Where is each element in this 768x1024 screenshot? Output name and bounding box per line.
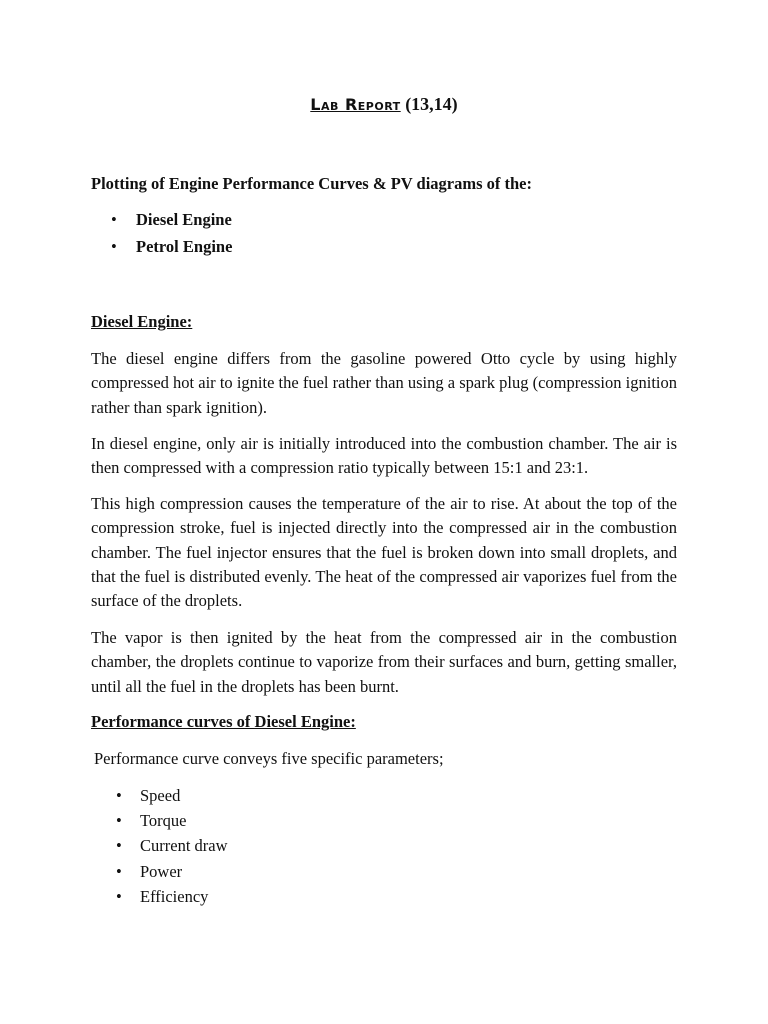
- list-item: • Power: [116, 862, 228, 887]
- page-title: [0, 94, 768, 115]
- section-heading-performance: Performance curves of Diesel Engine:: [91, 712, 356, 731]
- engine-list: [111, 210, 232, 263]
- list-item: • Efficiency: [116, 887, 228, 912]
- parameter-list: [116, 786, 228, 912]
- list-item: • Diesel Engine: [111, 210, 232, 237]
- intro-heading: Plotting of Engine Performance Curves & PV diagrams of the:: [91, 174, 532, 193]
- list-item: • Current draw: [116, 836, 228, 861]
- section-heading-diesel: Diesel Engine:: [91, 312, 193, 331]
- list-item: • Speed: [116, 786, 228, 811]
- paragraph: This high compression causes the temperature of the air to rise. At about the top of the compression stroke, fuel is injected directly into the compressed air in the combustion chamber. The fuel injector ensures that the fuel is broken down into small droplets, and that the fuel is distributed evenly. The heat of the compressed air vaporizes fuel from the surface of the droplets.: [91, 494, 677, 611]
- paragraph: The diesel engine differs from the gasoline powered Otto cycle by using highly compressed hot air to ignite the fuel rather than using a spark plug (compression ignition rather than spark ignition).: [91, 349, 677, 417]
- title-main: Lab Report: [310, 95, 401, 114]
- paragraph: The vapor is then ignited by the heat from the compressed air in the combustion chamber, the droplets continue to vaporize from their surfaces and burn, getting smaller, until all the fuel in the droplets has been burnt.: [91, 628, 677, 696]
- list-item: • Petrol Engine: [111, 237, 232, 264]
- paragraph: In diesel engine, only air is initially introduced into the combustion chamber. The air is then compressed with a compression ratio typically between 15:1 and 23:1.: [91, 434, 677, 478]
- performance-intro: Performance curve conveys five specific parameters;: [94, 749, 444, 768]
- title-suffix: (13,14): [400, 94, 458, 114]
- list-item: • Torque: [116, 811, 228, 836]
